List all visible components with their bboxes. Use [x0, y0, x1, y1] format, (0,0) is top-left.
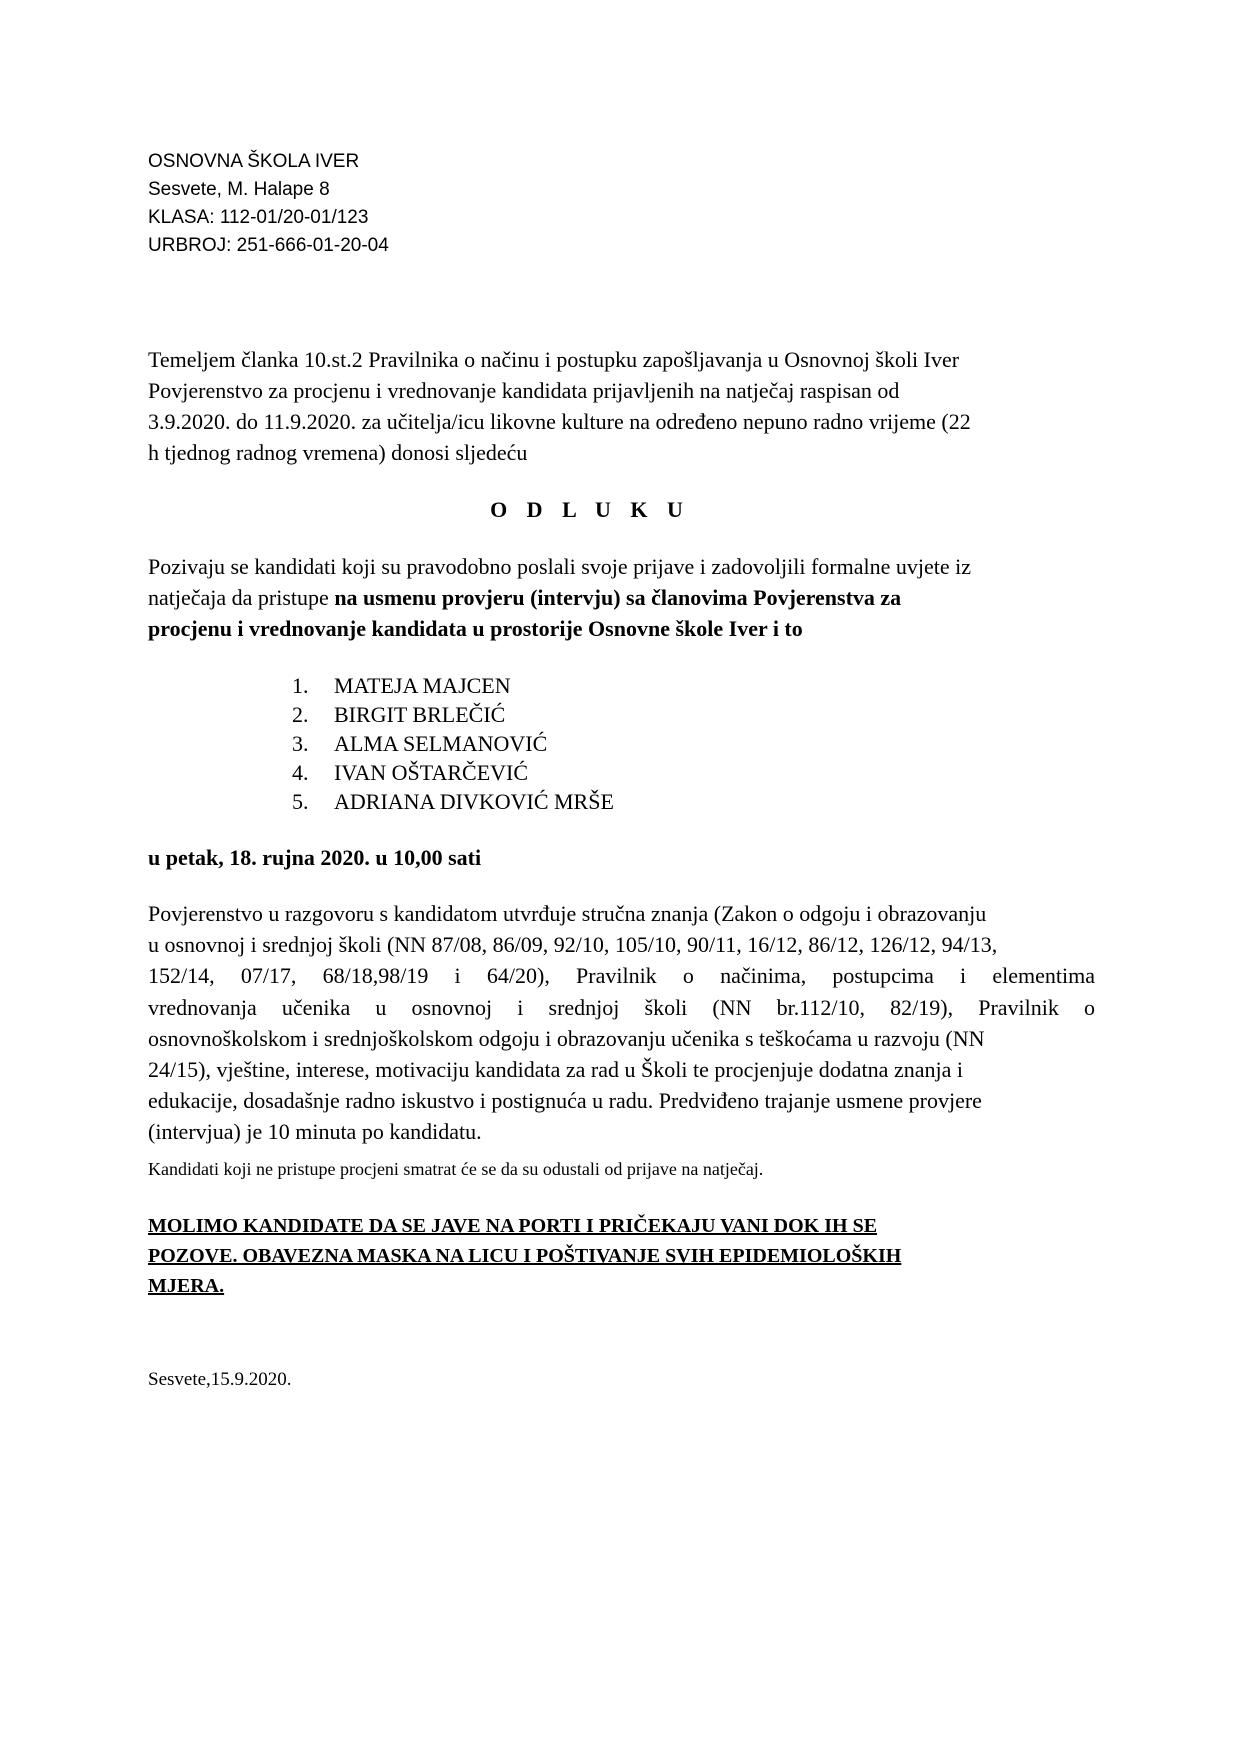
- candidate-number: 3.: [292, 731, 309, 756]
- place-and-date: Sesvete,15.9.2020.: [148, 1369, 292, 1390]
- intro-line: 3.9.2020. do 11.9.2020. za učitelja/icu likovne kulture na određeno nepuno radno vrijeme (22: [148, 409, 971, 434]
- warning-line: POZOVE. OBAVEZNA MASKA NA LICU I POŠTIVANJE SVIH EPIDEMIOLOŠKIH: [148, 1245, 902, 1267]
- candidate-number: 4.: [292, 760, 309, 785]
- interview-time: u petak, 18. rujna 2020. u 10,00 sati: [148, 845, 482, 870]
- document-header: [148, 148, 389, 260]
- candidate-list: [292, 671, 614, 816]
- list-item: [292, 671, 614, 700]
- school-address: Sesvete, M. Halape 8: [148, 179, 330, 200]
- klasa-number: KLASA: 112-01/20-01/123: [148, 207, 369, 228]
- criteria-paragraph: [148, 898, 1095, 1148]
- list-item: [292, 758, 614, 787]
- intro-paragraph: [148, 344, 1098, 468]
- invite-line: [148, 582, 1108, 613]
- body-line: (intervjua) je 10 minuta po kandidatu.: [148, 1119, 482, 1145]
- body-line: 24/15), vještine, interese, motivaciju kandidata za rad u Školi te procjenjuje dodatna znanja i: [148, 1057, 963, 1083]
- body-line: 152/14, 07/17, 68/18,98/19 i 64/20), Pravilnik o načinima, postupcima i elementima: [148, 963, 1095, 989]
- candidate-name: IVAN OŠTARČEVIĆ: [334, 760, 529, 785]
- candidate-name: ADRIANA DIVKOVIĆ MRŠE: [334, 789, 614, 814]
- intro-line: h tjednog radnog vremena) donosi sljedeću: [148, 440, 528, 465]
- list-item: [292, 729, 614, 758]
- candidate-number: 2.: [292, 702, 309, 727]
- warning-line: MJERA.: [148, 1275, 225, 1297]
- invite-line: Pozivaju se kandidati koji su pravodobno poslali svoje prijave i zadovoljili formalne uvjete iz: [148, 554, 971, 579]
- body-line: Povjerenstvo u razgovoru s kandidatom utvrđuje stručna znanja (Zakon o odgoju i obrazovanju: [148, 901, 987, 926]
- candidate-name: MATEJA MAJCEN: [334, 673, 511, 698]
- urbroj-number: URBROJ: 251-666-01-20-04: [148, 235, 389, 256]
- invite-line: procjenu i vrednovanje kandidata u prostorije Osnovne škole Iver i to: [148, 616, 803, 641]
- list-item: [292, 787, 614, 816]
- invite-plain-text: natječaja da pristupe: [148, 585, 335, 610]
- body-line: edukacije, dosadašnje radno iskustvo i postignuća u radu. Predviđeno trajanje usmene provjere: [148, 1088, 982, 1114]
- list-item: [292, 700, 614, 729]
- document-title: O D L U K U: [490, 497, 690, 522]
- school-name: OSNOVNA ŠKOLA IVER: [148, 151, 360, 172]
- intro-line: Povjerenstvo za procjenu i vrednovanje kandidata prijavljenih na natječaj raspisan od: [148, 378, 900, 403]
- body-line: osnovnoškolskom i srednjoškolskom odgoju i obrazovanju učenika s teškoćama u razvoju (NN: [148, 1025, 985, 1051]
- intro-line: Temeljem članka 10.st.2 Pravilnika o načinu i postupku zapošljavanja u Osnovnoj školi Iver: [148, 347, 960, 372]
- invite-bold-text: na usmenu provjeru (intervju) sa članovima Povjerenstva za: [334, 585, 902, 610]
- body-line: u osnovnoj i srednjoj školi (NN 87/08, 86/09, 92/10, 105/10, 90/11, 16/12, 86/12, 126/12, 94/13,: [148, 932, 998, 958]
- candidate-name: ALMA SELMANOVIĆ: [334, 731, 548, 756]
- body-line: vrednovanja učenika u osnovnoj i srednjoj školi (NN br.112/10, 82/19), Pravilnik o: [148, 994, 1095, 1020]
- candidate-name: BIRGIT BRLEČIĆ: [334, 702, 506, 727]
- candidate-number: 1.: [292, 673, 309, 698]
- warning-line: MOLIMO KANDIDATE DA SE JAVE NA PORTI I PRIČEKAJU VANI DOK IH SE: [148, 1215, 878, 1237]
- health-warning: [148, 1211, 1048, 1301]
- absence-note: Kandidati koji ne pristupe procjeni smatrat će se da su odustali od prijave na natječaj.: [148, 1159, 764, 1179]
- candidate-number: 5.: [292, 789, 309, 814]
- invitation-paragraph: [148, 551, 1108, 644]
